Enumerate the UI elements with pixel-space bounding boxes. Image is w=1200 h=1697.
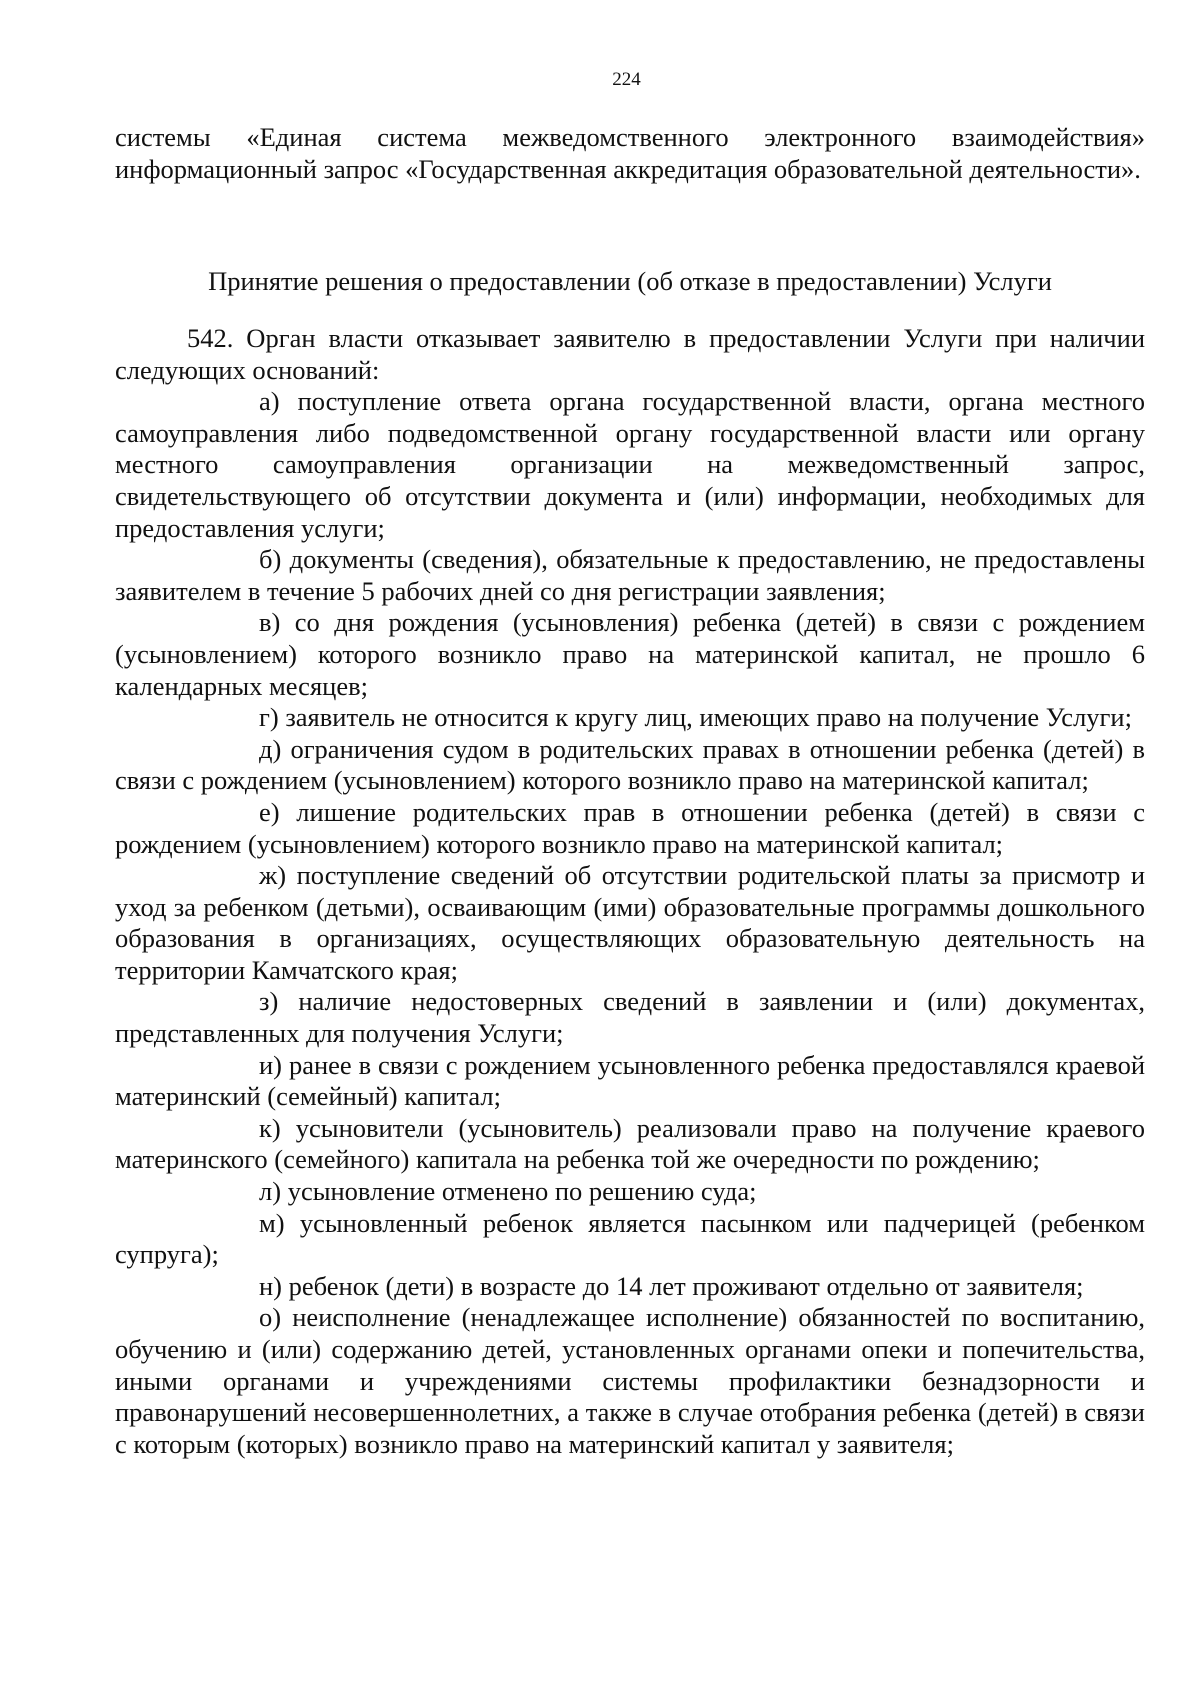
item-marker: г) xyxy=(259,702,279,733)
item-marker: д) xyxy=(259,733,282,764)
page-number: 224 xyxy=(612,69,641,90)
list-item-o xyxy=(115,1302,1145,1460)
item-marker: ж) xyxy=(259,860,287,891)
item-text: заявитель не относится к кругу лиц, имеющих право на получение Услуги; xyxy=(285,702,1132,733)
item-marker: з) xyxy=(259,986,279,1017)
list-item-z xyxy=(115,986,1145,1049)
item-text: усыновление отменено по решению суда; xyxy=(287,1176,757,1207)
list-item-i xyxy=(115,1050,1145,1113)
clause-body xyxy=(115,323,1145,1460)
list-item-n xyxy=(115,1271,1145,1303)
item-text: документы (сведения), обязательные к предоставлению, не предоставлены заявителем в течение 5 рабочих дней со дня регистрации заявления; xyxy=(115,544,1146,606)
list-item-a xyxy=(115,386,1145,544)
item-marker: в) xyxy=(259,607,281,638)
list-item-d xyxy=(115,734,1145,797)
item-text: ребенок (дети) в возрасте до 14 лет проживают отдельно от заявителя; xyxy=(288,1270,1084,1301)
item-text: наличие недостоверных сведений в заявлении и (или) документах, представленных для получения Услуги; xyxy=(115,986,1145,1049)
item-marker: к) xyxy=(259,1112,281,1143)
item-text: неисполнение (ненадлежащее исполнение) обязанностей по воспитанию, обучению и (или) содержанию детей, установленных органами опеки и попечительства, иными органами и учреждениями системы профилактики безнадзорности и правонарушений несовершеннолетних, а также в случае отобрания ребенка (детей) в связи с которым (которых) возникло право на материнский капитал у заявителя; xyxy=(115,1302,1145,1459)
list-item-l xyxy=(115,1176,1145,1208)
item-marker: а) xyxy=(259,386,280,417)
list-item-v xyxy=(115,607,1145,702)
item-text: усыновители (усыновитель) реализовали право на получение краевого материнского (семейного) капитала на ребенка той же очередности по рождению; xyxy=(115,1112,1145,1175)
item-marker: б) xyxy=(259,544,282,575)
item-text: усыновленный ребенок является пасынком или падчерицей (ребенком супруга); xyxy=(115,1207,1146,1270)
list-item-k xyxy=(115,1113,1145,1176)
list-item-zh xyxy=(115,860,1145,986)
item-marker: о) xyxy=(259,1302,282,1333)
intro-block xyxy=(115,122,1145,185)
item-text: лишение родительских прав в отношении ребенка (детей) в связи с рождением (усыновлением) которого возникло право на материнской капитал; xyxy=(115,796,1146,859)
list-item-b xyxy=(115,544,1145,607)
item-marker: н) xyxy=(259,1270,283,1301)
list-item-g xyxy=(115,702,1145,734)
list-item-m xyxy=(115,1208,1145,1271)
item-text: поступление ответа органа государственной власти, органа местного самоуправления либо подведомственной органу государственной власти или органу местного самоуправления организации на межведомственный запрос, свидетельствующего об отсутствии документа и (или) информации, необходимых для предоставления услуги; xyxy=(115,386,1145,543)
item-text: ранее в связи с рождением усыновленного ребенка предоставлялся краевой материнский (семейный) капитал; xyxy=(115,1049,1146,1112)
section-heading: Принятие решения о предоставлении (об отказе в предоставлении) Услуги xyxy=(208,266,1052,296)
item-text: со дня рождения (усыновления) ребенка (детей) в связи с рождением (усыновлением) которого возникло право на материнской капитал, не прошло 6 календарных месяцев; xyxy=(115,607,1146,701)
item-marker: л) xyxy=(259,1176,282,1207)
item-marker: м) xyxy=(259,1207,285,1238)
item-marker: е) xyxy=(259,796,280,827)
intro-paragraph: системы «Единая система межведомственного электронного взаимодействия» информационный запрос «Государственная аккредитация образовательной деятельности». xyxy=(115,122,1145,184)
item-marker: и) xyxy=(259,1049,283,1080)
clause-542: 542. Орган власти отказывает заявителю в предоставлении Услуги при наличии следующих оснований: xyxy=(115,323,1145,385)
item-text: поступление сведений об отсутствии родительской платы за присмотр и уход за ребенком (детьми), осваивающим (ими) образовательные программы дошкольного образования в организациях, осуществляющих образовательную деятельность на территории Камчатского края; xyxy=(115,860,1145,985)
list-item-e xyxy=(115,797,1145,860)
item-text: ограничения судом в родительских правах в отношении ребенка (детей) в связи с рождением (усыновлением) которого возникло право на материнской капитал; xyxy=(115,733,1146,796)
